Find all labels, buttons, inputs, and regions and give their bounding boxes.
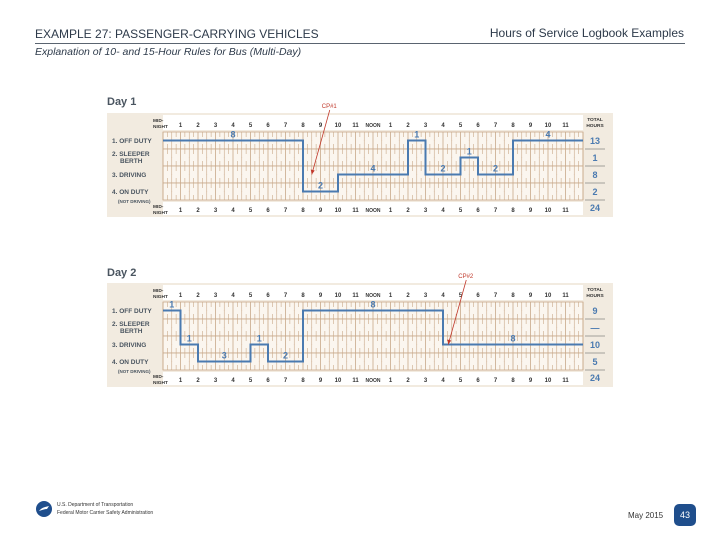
hour-label: 6 (476, 293, 480, 299)
hour-label: 9 (318, 293, 323, 299)
hour-label: 4 (231, 208, 235, 214)
hour-label: 6 (476, 123, 480, 129)
row-label-2-b: BERTH (120, 328, 143, 335)
hour-label: 4 (441, 123, 445, 129)
segment-duration-label: 1 (256, 333, 262, 344)
hour-label: 6 (266, 293, 270, 299)
row-total: 9 (592, 306, 598, 316)
hour-label: 8 (301, 208, 305, 214)
row-label-1: 1. OFF DUTY (112, 138, 152, 145)
hour-label: 4 (231, 293, 235, 299)
checkpoint-label: CP#1 (321, 104, 337, 110)
segment-duration-label: 8 (230, 129, 236, 140)
hour-label: 2 (196, 378, 200, 384)
hour-label: NIGHT (153, 211, 168, 216)
hour-label: 1 (388, 123, 393, 129)
hour-label: NIGHT (153, 125, 168, 130)
hour-label: 3 (213, 123, 218, 129)
hour-label: 2 (406, 378, 410, 384)
day-2-label: Day 2 (107, 267, 137, 279)
hour-label: 5 (458, 293, 463, 299)
hour-label: NOON (365, 293, 381, 299)
hour-label: 1 (388, 378, 393, 384)
hour-label: 10 (544, 293, 552, 299)
hour-label: 6 (266, 123, 270, 129)
hour-label: 5 (248, 123, 253, 129)
dot-logo-icon (35, 500, 53, 518)
hour-label: 7 (493, 123, 498, 129)
hour-label: 2 (196, 123, 200, 129)
row-label-2: 2. SLEEPER (112, 151, 150, 158)
segment-duration-label: 2 (317, 180, 324, 191)
hour-label: 6 (476, 378, 480, 384)
row-total: 1 (592, 153, 598, 163)
hour-label: 7 (283, 293, 288, 299)
hour-label: 11 (562, 208, 569, 214)
total-hours-header: TOTAL (587, 118, 603, 123)
hour-label: 3 (213, 378, 218, 384)
hour-label: 9 (528, 208, 533, 214)
hour-label: 2 (406, 293, 410, 299)
row-label-2-b: BERTH (120, 158, 143, 165)
segment-duration-label: 2 (282, 350, 289, 361)
row-label-3: 3. DRIVING (112, 342, 147, 349)
hour-label: 1 (178, 123, 183, 129)
hour-label: NIGHT (153, 381, 168, 386)
hour-label: 5 (248, 208, 253, 214)
hour-label: 8 (301, 378, 305, 384)
hour-label: 2 (196, 208, 200, 214)
hour-label: 5 (248, 378, 253, 384)
row-label-1: 1. OFF DUTY (112, 308, 152, 315)
row-total: 10 (589, 340, 601, 350)
hour-label: MID- (153, 119, 164, 124)
total-hours-header: TOTAL (587, 288, 603, 293)
page-header-right: Hours of Service Logbook Examples (489, 26, 684, 40)
hour-label: 3 (213, 293, 218, 299)
hour-label: 1 (388, 208, 393, 214)
hour-label: NIGHT (153, 295, 168, 300)
hour-label: 1 (388, 293, 393, 299)
segment-duration-label: 4 (545, 129, 551, 140)
hour-label: 11 (352, 378, 359, 384)
hour-label: 10 (544, 123, 552, 129)
hour-label: 7 (493, 208, 498, 214)
hour-label: 1 (178, 293, 183, 299)
page-number: 43 (674, 504, 696, 526)
hour-label: 8 (301, 123, 305, 129)
hour-label: 11 (352, 208, 359, 214)
hour-label: MID- (153, 289, 164, 294)
hour-label: 11 (352, 123, 359, 129)
hour-label: 4 (441, 208, 445, 214)
hour-label: 3 (423, 123, 428, 129)
hour-label: 5 (458, 123, 463, 129)
hour-label: 10 (544, 208, 552, 214)
hour-label: NOON (365, 378, 381, 384)
segment-duration-label: 2 (440, 163, 446, 174)
row-total: — (590, 323, 600, 333)
hour-label: 6 (266, 208, 270, 214)
total-hours-header: HOURS (586, 124, 604, 129)
hour-label: 2 (196, 293, 200, 299)
segment-duration-label: 2 (492, 163, 499, 174)
row-total: 2 (592, 187, 598, 197)
segment-duration-label: 1 (169, 299, 175, 310)
segment-duration-label: 1 (466, 146, 472, 157)
hour-label: 7 (283, 378, 288, 384)
hour-label: 8 (301, 293, 305, 299)
hour-label: 9 (528, 378, 533, 384)
row-label-4: 4. ON DUTY (112, 359, 149, 366)
hour-label: 9 (318, 378, 323, 384)
page-subtitle: Explanation of 10- and 15-Hour Rules for Bus (Multi-Day) (35, 46, 302, 58)
row-total: 8 (592, 170, 598, 180)
hour-label: 8 (511, 208, 515, 214)
hour-label: 9 (528, 123, 533, 129)
hour-label: 10 (334, 293, 342, 299)
hour-label: 4 (231, 123, 235, 129)
hour-label: 8 (511, 123, 515, 129)
hour-label: MID- (153, 375, 164, 380)
row-total: 13 (589, 136, 601, 146)
hour-label: 4 (441, 378, 445, 384)
segment-duration-label: 8 (510, 333, 516, 344)
hour-label: 3 (423, 208, 428, 214)
segment-duration-label: 4 (370, 163, 376, 174)
hour-label: 8 (511, 293, 515, 299)
hour-label: 10 (334, 378, 342, 384)
hour-label: 3 (423, 293, 428, 299)
row-label-3: 3. DRIVING (112, 172, 147, 179)
row-label-4-sub: (NOT DRIVING) (118, 369, 151, 374)
hour-label: 7 (283, 208, 288, 214)
hour-label: 8 (511, 378, 515, 384)
hour-label: 2 (406, 123, 410, 129)
hour-label: 5 (458, 378, 463, 384)
segment-duration-label: 1 (186, 333, 192, 344)
log-grid-day-2 (107, 274, 613, 387)
row-label-4: 4. ON DUTY (112, 189, 149, 196)
day-1-label: Day 1 (107, 96, 137, 108)
hour-label: 10 (334, 123, 342, 129)
hour-label: 11 (562, 123, 569, 129)
hour-label: 9 (318, 208, 323, 214)
hour-label: 2 (406, 208, 410, 214)
hour-label: 5 (458, 208, 463, 214)
segment-duration-label: 1 (414, 129, 420, 140)
row-total: 5 (592, 357, 598, 367)
hour-label: NOON (365, 208, 381, 214)
hour-label: 3 (423, 378, 428, 384)
total-sum: 24 (589, 203, 601, 213)
agency-line-2: Federal Motor Carrier Safety Administration (57, 510, 154, 516)
page-title: EXAMPLE 27: PASSENGER-CARRYING VEHICLES (35, 27, 319, 41)
dot-logo (35, 500, 53, 523)
hour-label: 1 (178, 378, 183, 384)
hour-label: 1 (178, 208, 183, 214)
hour-label: 7 (493, 378, 498, 384)
hour-label: 6 (266, 378, 270, 384)
hour-label: 11 (352, 293, 359, 299)
hour-label: 9 (318, 123, 323, 129)
hour-label: 4 (441, 293, 445, 299)
segment-duration-label: 8 (370, 299, 376, 310)
hour-label: 10 (544, 378, 552, 384)
total-hours-header: HOURS (586, 294, 604, 299)
hour-label: 7 (493, 293, 498, 299)
log-grid-day-1 (107, 104, 613, 217)
hour-label: MID- (153, 205, 164, 210)
hour-label: 3 (213, 208, 218, 214)
hour-label: 6 (476, 208, 480, 214)
checkpoint-label: CP#2 (458, 274, 474, 280)
agency-line-1: U.S. Department of Transportation (57, 502, 134, 508)
hour-label: 10 (334, 208, 342, 214)
hour-label: NOON (365, 123, 381, 129)
hour-label: 4 (231, 378, 235, 384)
segment-duration-label: 3 (221, 350, 227, 361)
footer-date: May 2015 (628, 511, 664, 520)
hour-label: 9 (528, 293, 533, 299)
hour-label: 11 (562, 293, 569, 299)
hour-label: 11 (562, 378, 569, 384)
row-label-2: 2. SLEEPER (112, 321, 150, 328)
row-label-4-sub: (NOT DRIVING) (118, 199, 151, 204)
hour-label: 5 (248, 293, 253, 299)
hour-label: 7 (283, 123, 288, 129)
total-sum: 24 (589, 373, 601, 383)
